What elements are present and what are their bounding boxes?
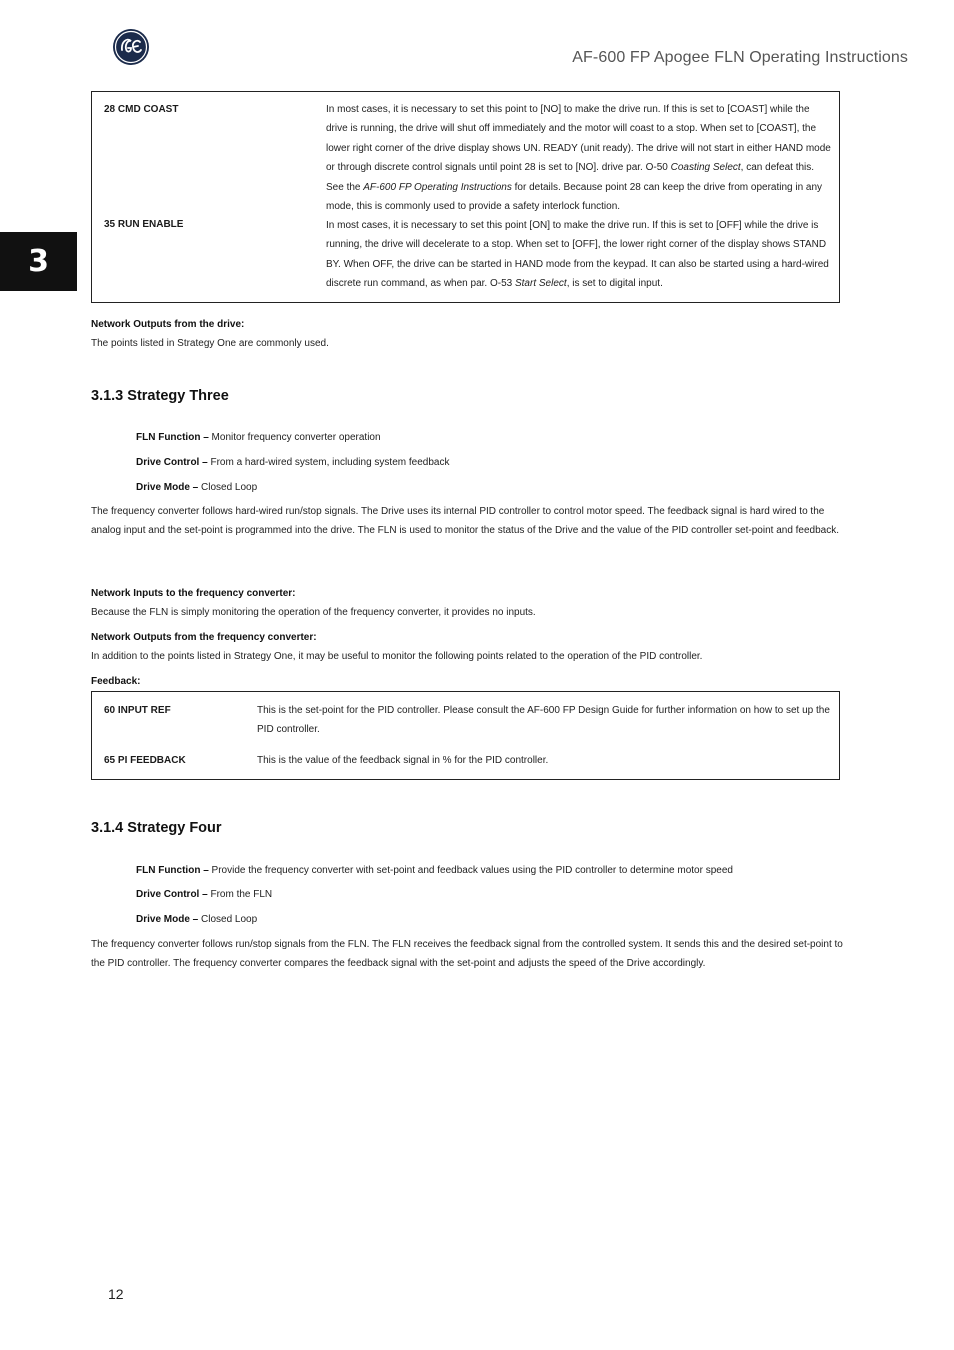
section-heading-strategy-three: 3.1.3 Strategy Three <box>91 388 229 404</box>
outputs-title: Network Outputs from the frequency converter: <box>91 632 317 643</box>
definition-drive-mode: Drive Mode – Closed Loop <box>136 914 258 925</box>
definition-fln-function: FLN Function – Monitor frequency converter operation <box>136 432 381 443</box>
table-row-label: 35 RUN ENABLE <box>104 219 184 230</box>
section-heading-strategy-four: 3.1.4 Strategy Four <box>91 820 222 836</box>
definition-drive-control: Drive Control – From a hard-wired system, including system feedback <box>136 457 450 468</box>
document-title: AF-600 FP Apogee FLN Operating Instructions <box>572 49 908 66</box>
outputs-drive-title: Network Outputs from the drive: <box>91 319 245 330</box>
points-table-top <box>91 91 840 303</box>
page-number: 12 <box>108 1286 124 1302</box>
outputs-text: In addition to the points listed in Strategy One, it may be useful to monitor the following points related to the operation of the PID controller. <box>91 651 703 662</box>
table-row-label: 65 PI FEEDBACK <box>104 755 186 766</box>
outputs-drive-text: The points listed in Strategy One are commonly used. <box>91 338 329 349</box>
definition-fln-function: FLN Function – Provide the frequency converter with set-point and feedback values using the PID controller to determine motor speed <box>136 865 733 876</box>
inputs-text: Because the FLN is simply monitoring the operation of the frequency converter, it provides no inputs. <box>91 607 536 618</box>
table-row-description: This is the value of the feedback signal in % for the PID controller. <box>257 755 549 766</box>
table-row-label: 60 INPUT REF <box>104 705 171 716</box>
definition-drive-mode: Drive Mode – Closed Loop <box>136 482 258 493</box>
ge-monogram-icon <box>112 28 150 66</box>
chapter-tab: 3 <box>0 232 77 291</box>
strategy-four-paragraph: The frequency converter follows run/stop signals from the FLN. The FLN receives the feedback signal from the controlled system. It sends this and the desired set-point to the PID controller. The frequency converter compares the feedback signal with the set-point and adjusts the speed of the Drive accordingly. <box>91 939 843 970</box>
table-row-description: In most cases, it is necessary to set this point to [NO] to make the drive run. If this is set to [COAST] while the drive is running, the drive will shut off immediately and the motor will coast to a stop. When set to [COAST], the lower right corner of the drive display shows UN. READY (unit ready). The drive will not start in either HAND mode or through discrete control signals until point 28 is set to [NO]. drive par. O-50 Coasting Select, can defeat this. See the AF-600 FP Operating Instructions for details. Because point 28 can keep the drive from operating in any mode, this is commonly used to provide a safety interlock function. <box>326 104 831 213</box>
feedback-table <box>91 691 840 780</box>
strategy-three-paragraph: The frequency converter follows hard-wired run/stop signals. The Drive uses its internal PID controller to control motor speed. The feedback signal is hard wired to the analog input and the set-point is programmed into the drive. The FLN is used to monitor the status of the Drive and the value of the PID controller set-point and feedback. <box>91 506 840 537</box>
feedback-title: Feedback: <box>91 676 141 687</box>
inputs-title: Network Inputs to the frequency converter: <box>91 588 296 599</box>
table-row-description: This is the set-point for the PID controller. Please consult the AF-600 FP Design Guide for further information on how to set up the PID controller. <box>257 705 830 736</box>
definition-drive-control: Drive Control – From the FLN <box>136 889 273 900</box>
table-row-label: 28 CMD COAST <box>104 104 179 115</box>
table-row-description: In most cases, it is necessary to set this point [ON] to make the drive run. If this is set to [OFF] while the drive is running, the drive will decelerate to a stop. When set to [OFF], the lower right corner of the display shows STAND BY. When OFF, the drive can be started in HAND mode from the keypad. It can also be started using a hard-wired discrete run command, as when par. O-53 Start Select, is set to digital input. <box>326 220 829 290</box>
